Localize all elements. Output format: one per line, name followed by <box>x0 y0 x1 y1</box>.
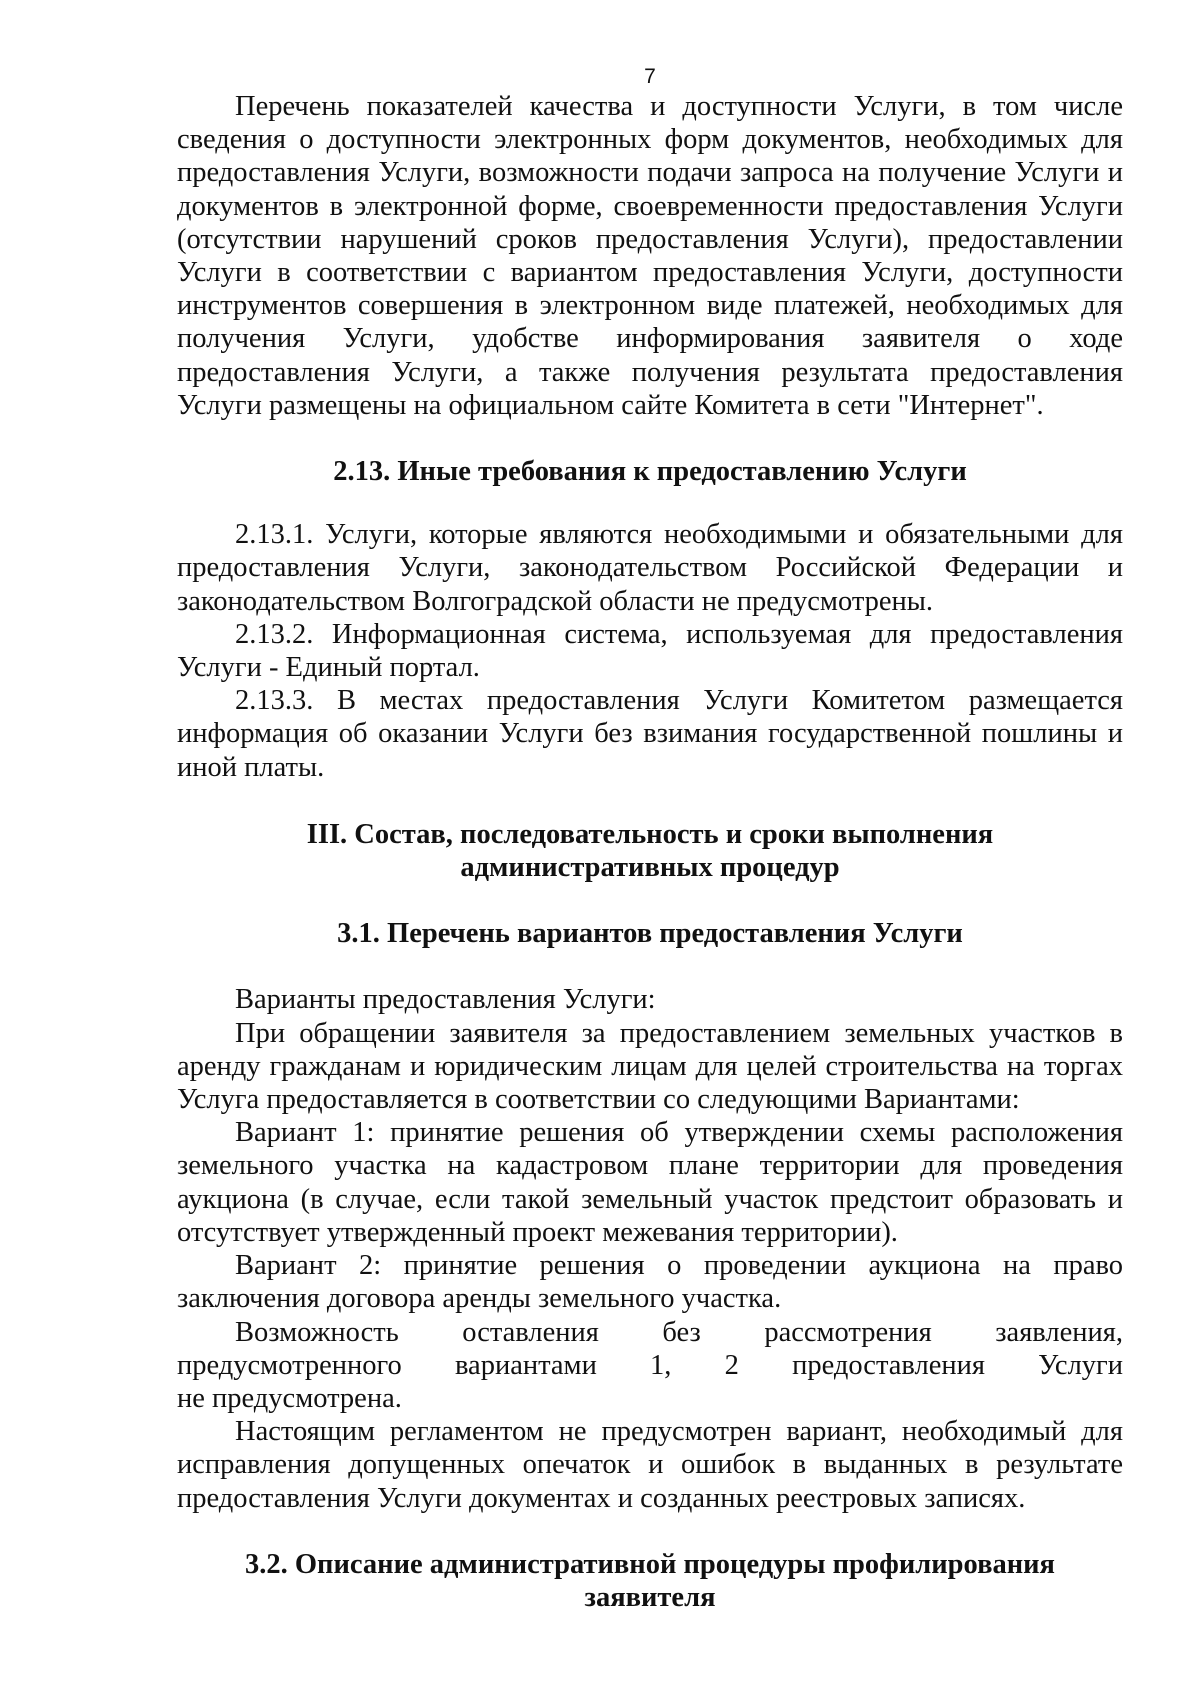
section-2-13-heading: 2.13. Иные требования к предоставлению Услуги <box>333 456 967 488</box>
page-number: 7 <box>644 65 656 88</box>
no-rejection-line-3: не предусмотрена. <box>177 1382 402 1414</box>
document-page <box>177 64 1123 1614</box>
section-3-heading-line2: административных процедур <box>460 852 840 884</box>
paragraph-2-13-3: 2.13.3. В местах предоставления Услуги Комитетом размещается информация об оказании Услуги без взимания государственной пошлины и иной платы. <box>177 685 1123 783</box>
variant-2-paragraph: Вариант 2: принятие решения о проведении аукциона на право заключения договора аренды земельного участка. <box>177 1250 1123 1315</box>
section-3-heading-line1: III. Состав, последовательность и сроки выполнения <box>306 818 994 850</box>
variants-intro: Варианты предоставления Услуги: <box>235 984 656 1016</box>
quality-indicators-paragraph: Перечень показателей качества и доступности Услуги, в том числе сведения о доступности электронных форм документов, необходимых для предоставления Услуги, возможности подачи запроса на получение Услуги и документов в электронной форме, своевременности предоставления Услуги (отсутствии нарушений сроков предоставления Услуги), предоставлении Услуги в соответствии с вариантом предоставления Услуги, доступности инструментов совершения в электронном виде платежей, необходимых для получения Услуги, удобстве информирования заявителя о ходе предоставления Услуги, а также получения результата предоставления Услуги размещены на официальном сайте Комитета в сети "Интернет". <box>177 91 1123 421</box>
no-rejection-line-1: Возможность оставления без рассмотрения заявления, <box>235 1316 1123 1348</box>
section-3-2-heading: 3.2. Описание административной процедуры профилирования заявителя <box>245 1548 1055 1613</box>
paragraph-2-13-1: 2.13.1. Услуги, которые являются необходимыми и обязательными для предоставления Услуги, законодательством Российской Федерации и законодательством Волгоградской области не предусмотрены. <box>177 519 1123 617</box>
no-rejection-line-2: предусмотренного вариантами 1, 2 предоставления Услуги <box>177 1349 1123 1381</box>
no-correction-variant-paragraph: Настоящим регламентом не предусмотрен вариант, необходимый для исправления допущенных опечаток и ошибок в выданных в результате предоставления Услуги документах и созданных реестровых записях. <box>177 1416 1123 1514</box>
section-3-1-heading: 3.1. Перечень вариантов предоставления Услуги <box>337 918 963 950</box>
paragraph-2-13-2: 2.13.2. Информационная система, используемая для предоставления Услуги - Единый портал. <box>177 618 1123 684</box>
variants-applicant-paragraph: При обращении заявителя за предоставлением земельных участков в аренду гражданам и юридическим лицам для целей строительства на торгах Услуга предоставляется в соответствии со следующими Вариантами: <box>177 1017 1123 1116</box>
variant-1-paragraph: Вариант 1: принятие решения об утверждении схемы расположения земельного участка на кадастровом плане территории для проведения аукциона (в случае, если такой земельный участок предстоит образовать и отсутствует утвержденный проект межевания территории). <box>177 1117 1123 1248</box>
